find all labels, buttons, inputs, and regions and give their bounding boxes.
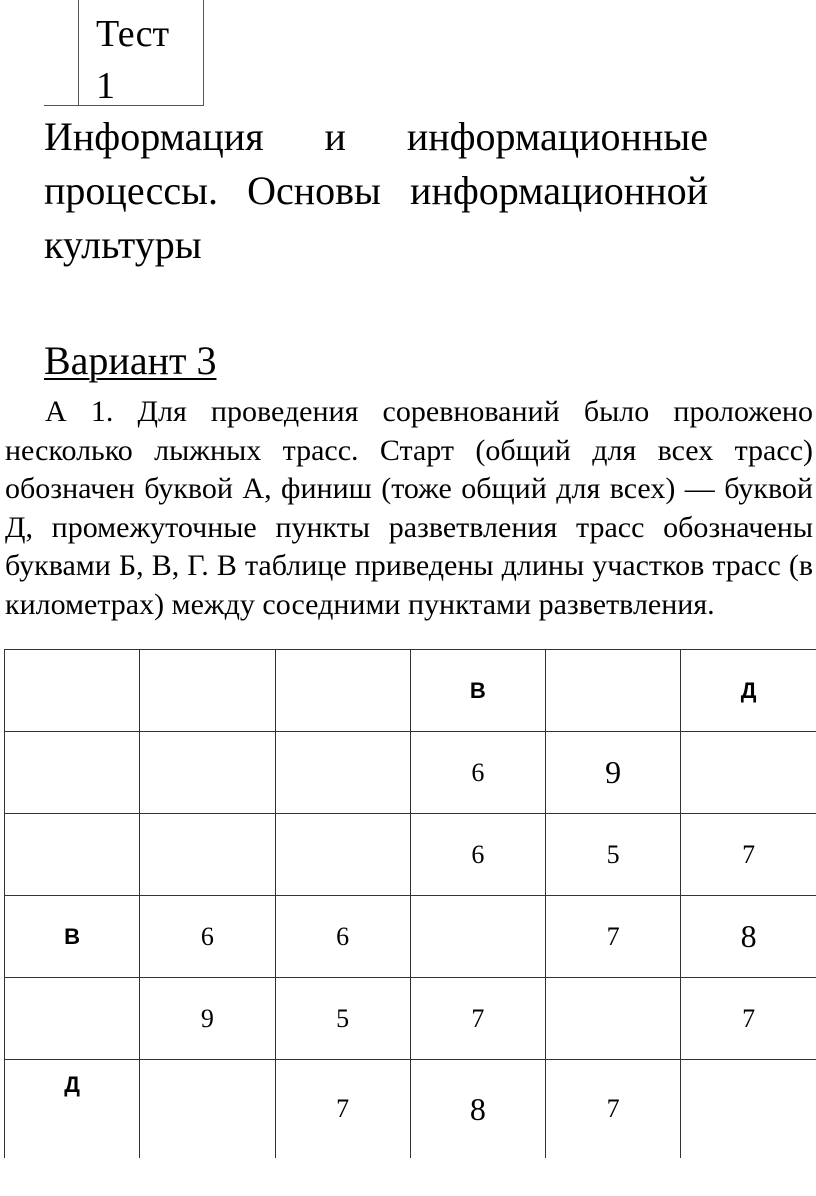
table-cell: 7 [681, 814, 816, 896]
table-cell: 5 [275, 978, 410, 1060]
table-header-cell: Д [5, 1060, 140, 1159]
table-row [5, 732, 816, 814]
table-cell: 6 [410, 814, 545, 896]
table-cell: 7 [681, 978, 816, 1060]
table-cell: 7 [410, 978, 545, 1060]
distance-table [4, 649, 816, 1158]
table-row [5, 896, 816, 978]
table-cell [140, 814, 275, 896]
table-cell: 7 [546, 896, 681, 978]
table-cell [275, 732, 410, 814]
table-header-cell: Д [681, 650, 816, 732]
table-cell [5, 978, 140, 1060]
table-cell [140, 1060, 275, 1159]
table-row [5, 978, 816, 1060]
table-cell: 8 [410, 1060, 545, 1159]
table-cell [681, 732, 816, 814]
table-cell [5, 732, 140, 814]
table-cell: 9 [546, 732, 681, 814]
table-cell [275, 650, 410, 732]
variant-heading: Вариант 3 [44, 338, 217, 383]
table-cell [546, 978, 681, 1060]
table-header-cell: В [410, 650, 545, 732]
table-cell [410, 896, 545, 978]
table-cell [140, 650, 275, 732]
table-header-cell: В [5, 896, 140, 978]
document-title: Информация и информационные процессы. Основы информационной культуры [44, 114, 708, 267]
table-cell: 6 [410, 732, 545, 814]
table-cell [5, 650, 140, 732]
table-row [5, 650, 816, 732]
table-cell: 8 [681, 896, 816, 978]
table-cell [681, 1060, 816, 1159]
table-cell: 7 [546, 1060, 681, 1159]
table-cell [5, 814, 140, 896]
test-label: Тест 1 [96, 13, 170, 107]
header-rule [44, 105, 78, 106]
table-row [5, 1060, 816, 1159]
table-cell: 6 [140, 896, 275, 978]
table-cell: 6 [275, 896, 410, 978]
test-label-box [78, 0, 204, 106]
table-cell [275, 814, 410, 896]
question-text: А 1. Для проведения соревнований было проложено несколько лыжных трасс. Старт (общий для всех трасс) обозначен буквой А, финиш (тоже общий для всех) — буквой Д, промежуточные пункты разветвления трасс обозначены буквами Б, В, Г. В таблице приведены длины участков трасс (в километрах) между соседними пунктами разветвления. [5, 395, 813, 621]
table-cell [140, 732, 275, 814]
table-cell: 5 [546, 814, 681, 896]
table-row [5, 814, 816, 896]
table-cell [546, 650, 681, 732]
table-cell: 7 [275, 1060, 410, 1159]
table-cell: 9 [140, 978, 275, 1060]
